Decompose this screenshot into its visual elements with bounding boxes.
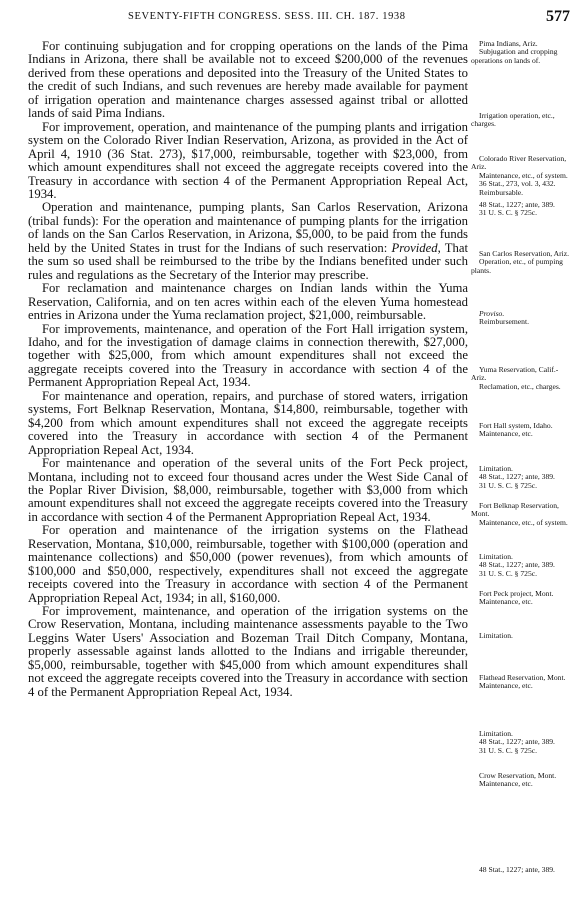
margin-note: San Carlos Reservation, Ariz. Operation, etc., of pumping plants. <box>471 249 570 275</box>
paragraph-colorado-river: For improvement, operation, and maintenance of the pumping plants and irrigation system on the Colorado River Indian Reservation, Arizona, as provided in the Act of April 4, 1910 (36 Stat. 273), $17,000, reimbursable, together with $23,000, from which amount expenditures shall not exceed the aggregate receipts covered into the Treasury in accordance with section 4 of the Permanent Appropriation Repeal Act, 1934. <box>28 119 468 201</box>
margin-note: Colorado River Reservation, Ariz. Maintenance, etc., of system. 36 Stat., 273, vol. 3, 432. Reimbursable. 48 Stat., 1227; ante, 389. 31 U. S. C. § 725c. <box>471 154 568 218</box>
paragraph-crow: For improvement, maintenance, and operation of the irrigation systems on the Crow Reservation, Montana, including maintenance assessments payable to the Two Leggins Water Users' Association and Bozeman Trail Ditch Company, Montana, properly assessable against lands allotted to the Indians and irrigable thereunder, $5,000, reimbursable, together with $45,000 from which amount expenditures shall not exceed the aggregate receipts covered into the Treasury in accordance with section 4 of the Permanent Appropriation Repeal Act, 1934. <box>28 604 468 699</box>
margin-note: Limitation. 48 Stat., 1227; ante, 389. 31 U. S. C. § 725c. <box>479 729 555 755</box>
margin-note: Yuma Reservation, Calif.-Ariz. Reclamation, etc., charges. <box>471 365 561 391</box>
body-text <box>28 40 468 699</box>
paragraph-fort-hall: For improvements, maintenance, and operation of the Fort Hall irrigation system, Idaho, and for the investigation of damage claims in connection therewith, $27,000, together with $25,000, from which amount expenditures shall not exceed the aggregate receipts covered into the Treasury in accordance with section 4 of the Permanent Appropriation Repeal Act, 1934. <box>28 321 468 390</box>
margin-note: Limitation. 48 Stat., 1227; ante, 389. 31 U. S. C. § 725c. <box>479 464 555 490</box>
paragraph-san-carlos: Operation and maintenance, pumping plants, San Carlos Reservation, Arizona (tribal funds): For the operation and maintenance of pumping plants for the irrigation of lands on the San Carlos Reservation, in Arizona, $5,000, to be paid from the funds held by the United States in trust for the Indians of such reservation: Provided, That the sum so used shall be reimbursed to the tribe by the Indians benefited under such rules and regulations as the Secretary of the Interior may prescribe. <box>28 200 468 282</box>
paragraph-flathead: For operation and maintenance of the irrigation systems on the Flathead Reservation, Montana, $10,000, reimbursable, together with $100,000 (operation and maintenance collections) and $50,000 (power revenues), from which amounts of $100,000 and $50,000, respectively, expenditures shall not exceed the aggregate receipts covered into the Treasury in accordance with section 4 of the Permanent Appropriation Repeal Act, 1934; in all, $160,000. <box>28 523 468 605</box>
margin-note: Fort Belknap Reservation, Mont. Maintenance, etc., of system. <box>471 501 568 527</box>
margin-note: 48 Stat., 1227; ante, 389. <box>479 865 555 874</box>
margin-note: Fort Peck project, Mont. Maintenance, etc. <box>479 589 554 607</box>
paragraph-yuma: For reclamation and maintenance charges on Indian lands within the Yuma Reservation, California, and on ten acres within each of the eleven Yuma homestead entries in Arizona under the Yuma reclamation project, $21,000, reimbursable. <box>28 281 468 323</box>
running-title: SEVENTY-FIFTH CONGRESS. SESS. III. CH. 187. 1938 <box>128 11 406 22</box>
margin-note: Crow Reservation, Mont. Maintenance, etc. <box>479 771 557 789</box>
margin-note: Pima Indians, Ariz. Subjugation and cropping operations on lands of. <box>471 39 558 65</box>
margin-note: Flathead Reservation, Mont. Maintenance, etc. <box>479 673 566 691</box>
margin-note: Fort Hall system, Idaho. Maintenance, etc. <box>479 421 553 439</box>
margin-note: Limitation. 48 Stat., 1227; ante, 389. 31 U. S. C. § 725c. <box>479 552 555 578</box>
margin-note: Irrigation operation, etc., charges. <box>471 111 555 129</box>
paragraph-fort-belknap: For maintenance and operation, repairs, and purchase of stored waters, irrigation systems, Fort Belknap Reservation, Montana, $14,800, reimbursable, together with $4,200 from which amount expenditures shall not exceed the aggregate receipts covered into the Treasury in accordance with section 4 of the Permanent Appropriation Repeal Act, 1934. <box>28 388 468 457</box>
margin-note: Limitation. <box>479 631 513 640</box>
paragraph-fort-peck: For maintenance and operation of the several units of the Fort Peck project, Montana, including not to exceed four thousand acres under the West Side Canal of the Poplar River Division, $8,000, reimbursable, together with $3,000 from which amount expenditures shall not exceed the aggregate receipts covered into the Treasury in accordance with section 4 of the Permanent Appropriation Repeal Act, 1934. <box>28 456 468 524</box>
paragraph-pima: For continuing subjugation and for cropping operations on the lands of the Pima Indians in Arizona, there shall be available not to exceed $200,000 of the revenues derived from these operations and deposited into the Treasury of the United States to the credit of such Indians, and such revenues are hereby made available for payment of irrigation operation and maintenance charges assessed against tribal or allotted lands of said Pima Indians. <box>28 39 468 121</box>
margin-note: Proviso. Reimbursement. <box>479 309 529 327</box>
margin-notes <box>471 0 575 904</box>
page-number: 577 <box>546 8 570 25</box>
